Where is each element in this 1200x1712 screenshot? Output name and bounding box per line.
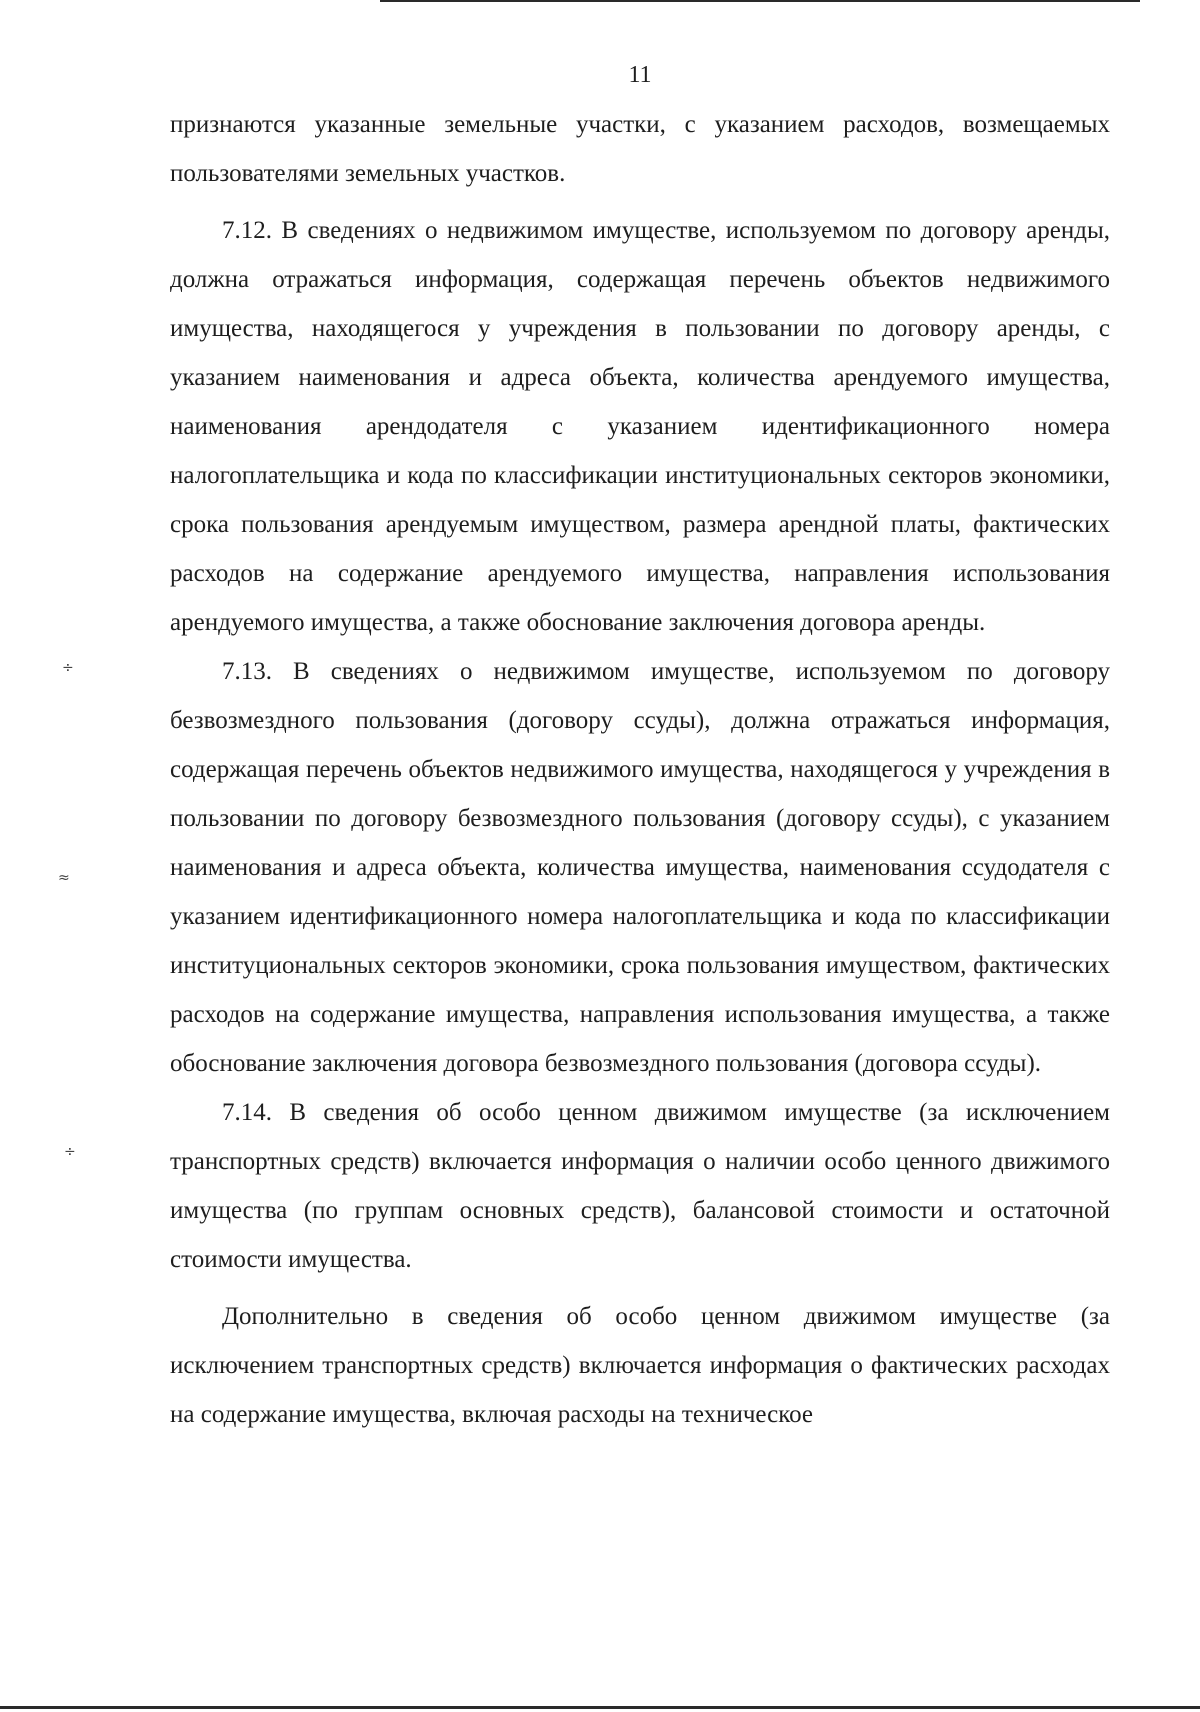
paragraph-7-14: 7.14. В сведения об особо ценном движимом имуществе (за исключением транспортных средств) включается информация о наличии особо ценного движимого имущества (по группам основных средств), балансовой стоимости и остаточной стоимости имущества. bbox=[170, 1099, 1110, 1273]
paragraph-additional: Дополнительно в сведения об особо ценном движимом имуществе (за исключением транспортных средств) включается информация о фактических расходах на содержание имущества, включая расходы на техническое bbox=[170, 1303, 1110, 1428]
paragraph-7-13: 7.13. В сведениях о недвижимом имуществе, используемом по договору безвозмездного пользования (договору ссуды), должна отражаться информация, содержащая перечень объектов недвижимого имущества, находящегося у учреждения в пользовании по договору безвозмездного пользования (договору ссуды), с указанием наименования и адреса объекта, количества имущества, наименования ссудодателя с указанием идентификационного номера налогоплательщика и кода по классификации институциональных секторов экономики, срока пользования имуществом, фактических расходов на содержание имущества, направления использования имущества, а также обоснование заключения договора безвозмездного пользования (договора ссуды). bbox=[170, 658, 1110, 1077]
scan-artifact-mark: ÷ bbox=[62, 660, 74, 676]
paragraph-continuation: признаются указанные земельные участки, с указанием расходов, возмещаемых пользователями земельных участков. bbox=[170, 111, 1110, 187]
scan-edge-bottom bbox=[0, 1706, 1200, 1709]
scan-artifact-mark: ÷ bbox=[64, 1144, 76, 1160]
paragraph-7-12: 7.12. В сведениях о недвижимом имуществе, используемом по договору аренды, должна отражаться информация, содержащая перечень объектов недвижимого имущества, находящегося у учреждения в пользовании по договору аренды, с указанием наименования и адреса объекта, количества арендуемого имущества, наименования арендодателя с указанием идентификационного номера налогоплательщика и кода по классификации институциональных секторов экономики, срока пользования арендуемым имуществом, размера арендной платы, фактических расходов на содержание арендуемого имущества, направления использования арендуемого имущества, а также обоснование заключения договора аренды. bbox=[170, 217, 1110, 636]
page-number: 11 bbox=[628, 62, 652, 88]
document-body bbox=[170, 100, 1110, 1439]
scan-edge-top bbox=[380, 0, 1140, 2]
scan-artifact-mark: ≈ bbox=[58, 870, 70, 886]
